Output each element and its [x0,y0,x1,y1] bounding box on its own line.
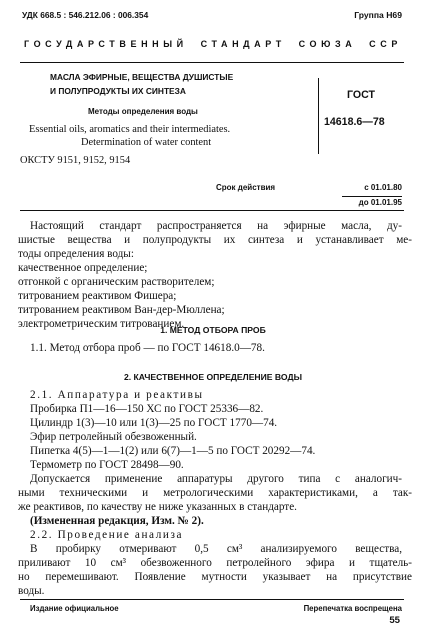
section-2-line: Термометр по ГОСТ 28498—90. [30,459,184,471]
english-title-line-2: Determination of water content [81,137,212,148]
intro-list-item: титрованием реактивом Ван-дер-Мюллена; [18,304,225,316]
section-2-line: Допускается применение аппаратуры другого типа с аналогич- [30,473,402,485]
gost-divider [318,78,319,154]
section-2-line: В пробирку отмеривают 0,5 см³ анализируемого вещества, [30,543,402,555]
group-code: Группа Н69 [354,10,402,20]
intro-line: Настоящий стандарт распространяется на эфирные масла, ду- [30,220,402,232]
page-number: 55 [389,615,400,626]
amendment-note: (Измененная редакция, Изм. № 2). [30,515,204,527]
intro-line: шистые вещества и полупродукты их синтеза и устанавливает ме- [18,234,412,246]
title-line-2: И ПОЛУПРОДУКТЫ ИХ СИНТЕЗА [50,86,186,96]
section-2-line: Пробирка П1—16—150 ХС по ГОСТ 25336—82. [30,403,264,415]
english-title-line-1: Essential oils, aromatics and their intermediates. [29,124,231,135]
section-2-subheading: 2.1. Аппаратура и реактивы [30,389,204,401]
validity-label: Срок действия [216,183,276,192]
section-2-line: же реактивов, по качеству не ниже указанных в стандарте. [18,501,297,513]
validity-bottom-rule [20,210,404,211]
section-1-heading: 1. МЕТОД ОТБОРА ПРОБ [160,325,266,335]
section-2-subheading: 2.2. Проведение анализа [30,529,184,541]
section-2-line: Цилиндр 1(3)—10 или 1(3)—25 по ГОСТ 1770—74. [30,417,278,429]
state-standard-heading: ГОСУДАРСТВЕННЫЙ СТАНДАРТ СОЮЗА ССР [24,39,402,49]
validity-rule [342,196,402,197]
validity-from: с 01.01.80 [364,183,402,192]
section-1-text: 1.1. Метод отбора проб — по ГОСТ 14618.0—78. [30,342,265,354]
footer-rule [20,599,404,600]
gost-label: ГОСТ [347,89,375,101]
section-2-line: Пипетка 4(5)—1—1(2) или 6(7)—1—5 по ГОСТ 20292—74. [30,445,316,457]
section-2-line: приливают 10 см³ обезвоженного петролейного эфира и тщатель- [18,557,412,569]
validity-to: до 01.01.95 [358,198,402,207]
title-top-rule [20,62,404,63]
intro-list-item: электрометрическим титрованием. [18,318,185,330]
footer-official-edition: Издание официальное [30,604,119,613]
intro-list-item: качественное определение; [18,262,148,274]
title-line-1: МАСЛА ЭФИРНЫЕ, ВЕЩЕСТВА ДУШИСТЫЕ [50,72,234,82]
udk-code: УДК 668.5 : 546.212.06 : 006.354 [22,10,149,20]
footer-reprint-notice: Перепечатка воспрещена [303,604,402,613]
section-2-heading: 2. КАЧЕСТВЕННОЕ ОПРЕДЕЛЕНИЕ ВОДЫ [123,372,303,382]
intro-line: тоды определения воды: [18,248,134,260]
section-2-line: но перемешивают. Появление мутности указывает на присутствие [18,571,412,583]
okstu-code: ОКСТУ 9151, 9152, 9154 [20,155,131,166]
section-2-line: воды. [18,585,45,597]
intro-list-item: отгонкой с органическим растворителем; [18,276,215,288]
section-2-line: Эфир петролейный обезвоженный. [30,431,197,443]
gost-number: 14618.6—78 [324,116,385,128]
title-subtitle: Методы определения воды [88,107,198,116]
section-2-line: ными техническими и метрологическими характеристиками, а так- [18,487,412,499]
intro-list-item: титрованием реактивом Фишера; [18,290,177,302]
